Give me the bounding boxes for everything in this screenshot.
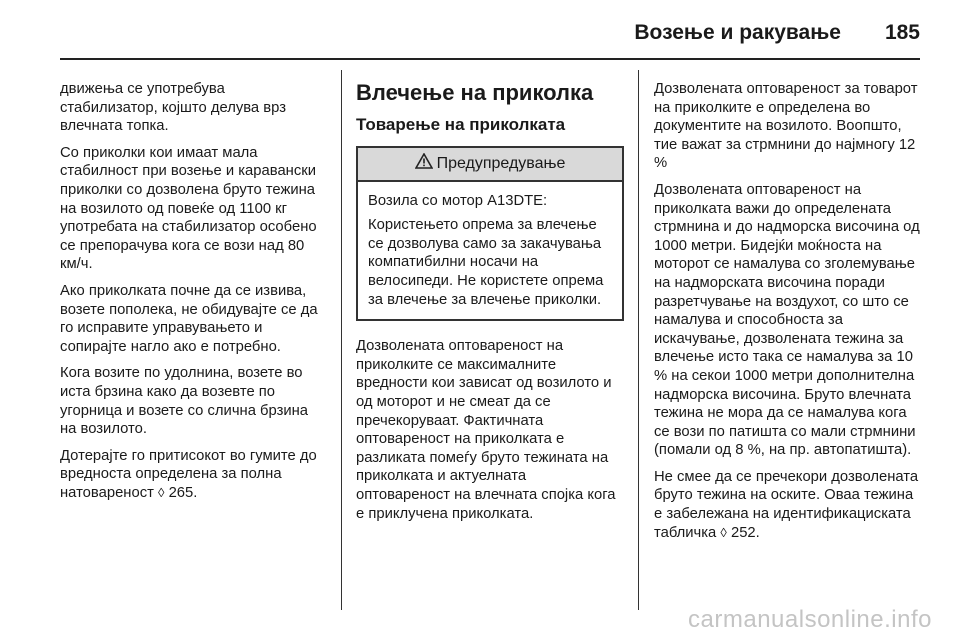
page-ref-link[interactable]: 265.: [168, 484, 198, 501]
paragraph: Со приколки кои имаат мала стабилност при возење и каравански приколки со дозволена бруто тежина на возилото од повеќе од 1100 кг употребата на стабилизатор особено се препорачува кога се вози над 80 км/ч.: [60, 144, 317, 273]
page-number: 185: [884, 21, 920, 44]
paragraph: Дотерајте го притисокот во гумите до вредноста определена за полна натовареност ◊ 265.: [60, 447, 317, 501]
page-header: [60, 18, 920, 48]
column-divider-1: [341, 70, 342, 610]
warning-line: Користењето опрема за влечење се дозволува само за закачувања компатибилни носачи на велосипеди. Не користете опрема за влечење за влечење приколки.: [368, 217, 604, 308]
paragraph: Не смее да се пречекори дозволената бруто тежина на оските. Оваа тежина е забележана на идентификациската табличка ◊ 252.: [654, 468, 919, 541]
paragraph: движења се употребува стабилизатор, којшто делува врз влечната топка.: [60, 81, 286, 135]
subsection-title: Товарење на приколката: [356, 115, 566, 134]
column-1: [60, 80, 325, 510]
column-2: [356, 80, 624, 531]
paragraph: Кога возите по удолнина, возете во иста брзина како да возевте по угорница и возете со слична брзина на возилото.: [60, 365, 309, 438]
chapter-title: Возење и ракување: [634, 21, 841, 44]
paragraph: Дозволената оптовареност на приколките се максималните вредности кои зависат од возилото и од моторот и не смеат да се пречекоруваат. Фактичната оптовареност на приколката е разликата помеѓу бруто тежината на приколката и актуелната оптовареност на влечната спојка кога е приклучена приколката.: [356, 338, 616, 522]
paragraph: Ако приколката почне да се извива, возете пополека, не обидувајте се да го исправите управувањето и сопирајте нагло ако е потребно.: [60, 282, 318, 355]
warning-line: Возила со мотор A13DTE:: [368, 192, 548, 209]
section-title: Влечење на приколка: [356, 80, 594, 105]
warning-triangle-icon: [415, 153, 433, 175]
column-divider-2: [638, 70, 639, 610]
paragraph: Дозволената оптовареност за товарот на приколките е определена во документите на возилото. Воопшто, тие важат за стрмнини до најмногу 12 %: [654, 81, 918, 172]
page-ref-link[interactable]: 252.: [730, 524, 760, 541]
paragraph: Дозволената оптовареност на приколката важи до определената стрмнина и до надморска височина од 1000 метри. Бидејќи моќноста на моторот се намалува со зголемување на надморската височина поради разретчување на воздухот, со што се намалува и способноста за искачување, дозволената тежина за влечење исто така се намалува за 10 % на секои 1000 метри дополнителна надморска височина. Бруто влечната тежина не мора да се намалува кога се вози по патишта со мали стрмнини (помали од 8 %, на пр. автопатишта).: [654, 181, 920, 459]
warning-title: Предупредување: [436, 154, 566, 172]
warning-box: [356, 146, 624, 321]
watermark: carmanualsonline.info: [688, 606, 932, 633]
page-ref-icon: ◊: [158, 484, 165, 500]
warning-body: [358, 182, 622, 320]
column-3: [654, 80, 924, 550]
page-ref-icon: ◊: [720, 524, 727, 540]
header-divider: [60, 58, 920, 60]
warning-header: [358, 148, 622, 182]
